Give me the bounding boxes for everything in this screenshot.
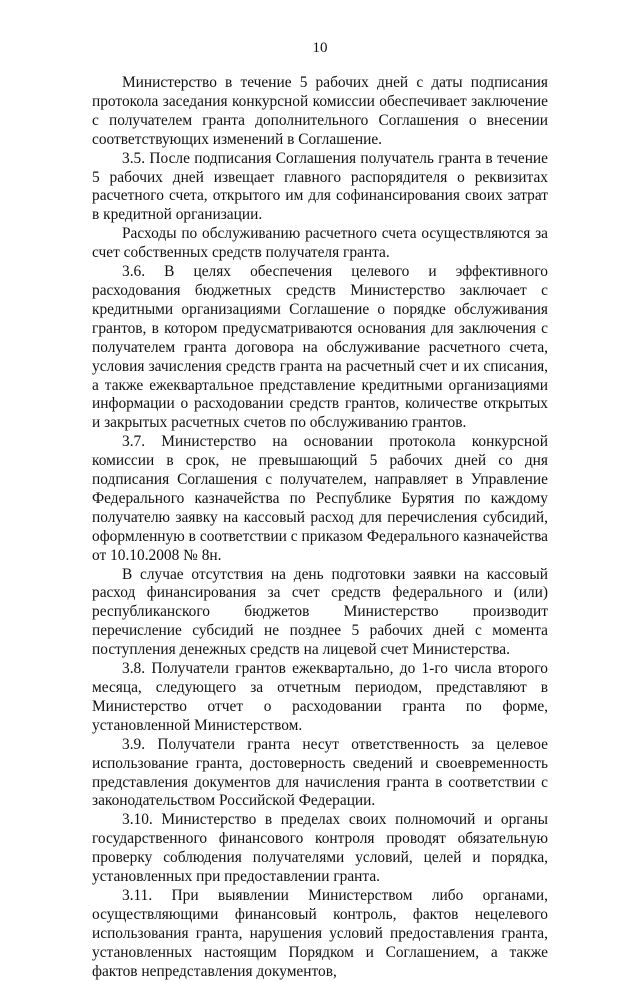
paragraph-no-funding-case: В случае отсутствия на день подготовки заявки на кассовый расход финансирования за счет средств федерального и (или) республиканского бюджетов Министерство производит перечисление субсидий не позднее 5 рабочих дней с момента поступления денежных средств на лицевой счет Министерства. — [92, 565, 548, 659]
paragraph-3-11: 3.11. При выявлении Министерством либо органами, осуществляющими финансовый контроль, фактов нецелевого использования гранта, нарушения условий предоставления гранта, установленных настоящим Порядком и Соглашением, а также фактов непредставления документов, — [92, 886, 548, 980]
paragraph-3-6: 3.6. В целях обеспечения целевого и эффективного расходования бюджетных средств Министерство заключает с кредитными организациями Соглашение о порядке обслуживания грантов, в котором предусматриваются основания для заключения с получателем гранта договора на обслуживание расчетного счета, условия зачисления средств гранта на расчетный счет и их списания, а также ежеквартальное представление кредитными организациями информации о расходовании средств грантов, количестве открытых и закрытых расчетных счетов по обслуживанию грантов. — [92, 263, 548, 432]
page-number: 10 — [312, 40, 328, 56]
paragraph-3-7: 3.7. Министерство на основании протокола конкурсной комиссии в срок, не превышающий 5 рабочих дней со дня подписания Соглашения с получателем, направляет в Управление Федерального казначейства по Республике Бурятия по каждому получателю заявку на кассовый расход для перечисления субсидий, оформленную в соответствии с приказом Федерального казначейства от 10.10.2008 № 8н. — [92, 433, 548, 564]
paragraph-agreement-amendment: Министерство в течение 5 рабочих дней с даты подписания протокола заседания конкурсной комиссии обеспечивает заключение с получателем гранта дополнительного Соглашения о внесении соответствующих изменений в Соглашение. — [92, 74, 548, 148]
paragraph-3-9: 3.9. Получатели гранта несут ответственность за целевое использование гранта, достоверность сведений и своевременность представления документов для начисления гранта в соответствии с законодательством Российской Федерации. — [92, 735, 548, 810]
paragraph-3-8: 3.8. Получатели грантов ежеквартально, до 1-го числа второго месяца, следующего за отчетным периодом, представляют в Министерство отчет о расходовании гранта по форме, установленной Министерством. — [92, 660, 548, 734]
document-body — [92, 74, 548, 982]
paragraph-account-expenses: Расходы по обслуживанию расчетного счета осуществляются за счет собственных средств получателя гранта. — [92, 225, 548, 262]
paragraph-3-10: 3.10. Министерство в пределах своих полномочий и органы государственного финансового контроля проводят обязательную проверку соблюдения получателями условий, целей и порядка, установленных при предоставлении гранта. — [92, 811, 548, 886]
paragraph-3-5: 3.5. После подписания Соглашения получатель гранта в течение 5 рабочих дней извещает главного распорядителя о реквизитах расчетного счета, открытого им для софинансирования своих затрат в кредитной организации. — [92, 149, 548, 224]
